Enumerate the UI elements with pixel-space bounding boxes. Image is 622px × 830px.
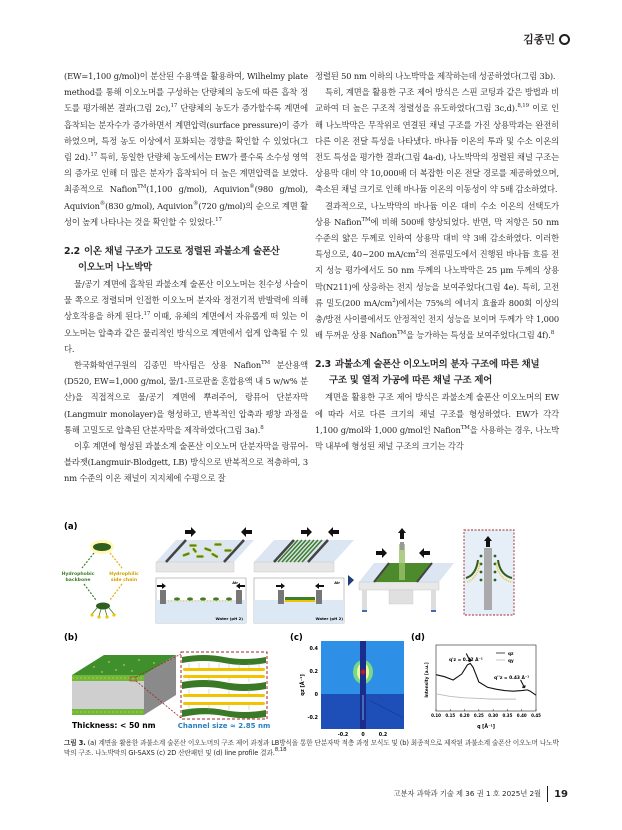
backbone-molecule: [93, 543, 111, 551]
x-tick-label: 0.10: [431, 713, 441, 718]
xtick: 0.2: [378, 733, 388, 738]
peak1-annotation: q'z = 0.22 Å⁻¹: [449, 658, 483, 663]
figure-3: [61, 520, 564, 738]
panel-c-ylabel: qz [Å⁻¹]: [300, 674, 306, 696]
line-profile-chart: [424, 645, 541, 730]
section-heading-2-2: 2.2 이온 채널 구조가 고도로 정렬된 과불소계 술폰산 이오노머 나노박막: [64, 246, 280, 274]
air-label: Air: [232, 581, 238, 585]
x-tick-label: 0.30: [488, 713, 499, 718]
backbone-label-2: backbone: [65, 578, 91, 583]
trough-compression-2: [254, 527, 354, 572]
right-column: [315, 68, 559, 454]
caption-refs: 8,18: [274, 747, 287, 753]
paragraph: 정렬된 50 nm 이하의 나노박막을 제작하는데 성공하였다(그림 3b).: [315, 71, 556, 81]
panel-c-yticks: [308, 646, 319, 721]
figure-caption: [64, 738, 564, 758]
air-label: Air: [334, 581, 340, 585]
arrow-left-icon: [241, 527, 252, 537]
x-tick-label: 0.15: [445, 713, 456, 718]
x-tick-label: 0.35: [502, 713, 513, 718]
x-tick-label: 0.25: [473, 713, 484, 718]
channel-size-label: Channel size ≈ 2.85 nm: [177, 722, 271, 730]
running-header-author: [523, 31, 570, 47]
x-tick-label: 0.40: [516, 713, 527, 718]
panel-d-label: (d): [411, 633, 425, 643]
x-tick-label: 0.20: [459, 713, 470, 718]
x-tick-label: 0.45: [531, 713, 541, 718]
section-heading-2-3: 2.3 과불소계 술폰산 이오노머의 분자 구조에 따른 채널 구조 및 열적 가공에 따른 채널 구조 제어: [315, 359, 540, 387]
chevron-right-icon: [348, 575, 354, 586]
sidechain-label-2: side chain: [110, 578, 138, 583]
paragraph: 물/공기 계면에 흡착된 과불소계 술폰산 이오노머는 친수성 사슬이 물 쪽으로 정렬되며 인접한 이오노머 분자와 정전기적 반발력에 의해 상호작용을 하게 된다.$^{17}$ 이때, 유체의 계면에서 자유롭게 떠 있는 이오노머는 압축과 같은 물리적인 방식으로 계면에서 쉽게 압축될 수 있다.: [64, 279, 309, 354]
ytick: 0.4: [309, 647, 318, 652]
nanofilm-block: [72, 654, 181, 718]
xtick: 0: [361, 733, 365, 738]
sidechain-label: Hydrophilic: [109, 572, 139, 577]
panel-d-xlabel: q [Å⁻¹]: [477, 725, 495, 730]
journal-info: 고분자 과학과 기술 제 36 권 1 호 2025년 2월: [393, 789, 542, 798]
lb-deposition-trough: [359, 528, 454, 612]
water-label: Water (pH 2): [315, 616, 343, 621]
footer-divider: [547, 786, 548, 802]
left-column: [64, 68, 308, 487]
paragraph: 특히, 계면을 활용한 구조 제어 방식은 스핀 코팅과 같은 방법과 비교하여 더 높은 구조적 정렬성을 유도하였다(그림 3c,d).$^{8,19}$ 이로 인해 나노박막은 무작위로 연결된 채널 구조를 가진 상용막과는 완전히 다른 이온 전달 특성을 나타냈다. 바나듐 이온의 투과 및 수소 이온의 전도 특성을 평가한 결과(그림 4a-d), 나노박막의 정렬된 채널 구조는 상용막 대비 약 10,000배 더 복잡한 이온 전달 경로를 제공하였으며, 축소된 채널 크기로 인해 바나듐 이온의 이동성이 약 5배 감소하였다.: [315, 87, 559, 195]
trough-side-view-1: [156, 578, 246, 623]
water-label: Water (pH 2): [215, 616, 243, 621]
trough-compression-1: [156, 527, 254, 572]
paragraph: 이후 계면에 형성된 과불소계 술폰산 이오노머 단분자막을 랑뮤어-블라젯(Langmuir-Blodgett, LB) 방식으로 반복적으로 적층하여, 3 nm 수준의 이온 채널이 지지체에 수평으로 잘: [64, 441, 308, 484]
arrow-right-icon: [185, 527, 196, 537]
panel-b-label: (b): [64, 633, 78, 643]
ytick: -0.2: [307, 716, 318, 721]
ionomer-schematic: [62, 540, 139, 619]
ytick: 0.2: [309, 670, 318, 675]
gisaxs-2d-pattern: [321, 641, 404, 729]
paragraph: 한국화학연구원의 김종민 박사팀은 상용 Nafion™ 분산용액(D520, EW=1,000 g/mol, 물/1-프로판올 혼합용액 내 5 w/w% 분산)을 직접적으로 물/공기 계면에 뿌려주어, 랑뮤어 단분자막(Langmuir monolayer)을 형성하고, 반복적인 압축과 팽창 과정을 통해 고밀도로 압축된 단분자막을 제작하였다(그림 3a).$^8$: [64, 360, 308, 435]
peak2-annotation: q''z = 0.43 Å⁻¹: [494, 676, 530, 681]
thickness-label: Thickness: < 50 nm: [72, 721, 156, 730]
caption-text: (a) 계면을 활용한 과불소계 술폰산 이오노머의 구조 제어 과정과 LB방식을 통한 단분자막 적층 과정 모식도 및 (b) 최종적으로 제작된 과불소계 술폰산 이오노머 나노박막의 구조. 나노박막의 GI-SAXS (c) 2D 산란패턴 및 (d) line profile 결과.: [64, 739, 559, 757]
legend-qz: qz: [508, 651, 514, 656]
author-name: 김종민: [523, 33, 555, 46]
backbone-label: Hydrophobic: [61, 572, 95, 577]
panel-c-label: (c): [290, 633, 303, 643]
page-number: 19: [554, 788, 568, 800]
figure-svg: [61, 520, 564, 738]
ring-icon: [559, 34, 570, 45]
paragraph: 계면을 활용한 구조 제어 방식은 과불소계 술폰산 이오노머의 EW에 따라 서로 다른 크기의 채널 구조를 형성하였다. EW가 각각 1,100 g/mol와 1,000 g/mol인 Nafion™을 사용하는 경우, 나노박막 내부에 형성된 채널 구조의 크기는 각각: [315, 392, 559, 452]
panel-d-ylabel: Intensity [a.u.]: [424, 662, 429, 698]
trough-side-view-2: [254, 578, 344, 623]
panel-a-label: (a): [64, 522, 78, 532]
xtick: -0.2: [337, 733, 349, 738]
caption-label: 그림 3.: [64, 739, 86, 747]
channel-zoom: [181, 652, 267, 719]
paragraph: 결과적으로, 나노박막의 바나듐 이온 대비 수소 이온의 선택도가 상용 Nafion™에 비해 500배 향상되었다. 반면, 막 저항은 50 nm 수준의 얇은 두께로 인하여 상용막 대비 약 3배 감소하였다. 이러한 특성으로, 40~200 $mA/cm^2$의 전류밀도에서 진행된 바나듐 흐름 전지 성능 평가에서도 50 nm 두께의 나노박막은 25 μm 두께의 상용막(N211)에 상응하는 전지 성능을 보여주었다(그림 4e). 특히, 고전류 밀도(200 $mA/cm^2$)에서는 75%의 에너지 효율과 800회 이상의 충/방전 사이클에서도 안정적인 전지 성능을 보이며 두께가 약 1,000배 두꺼운 상용 Nafion™을 능가하는 특성을 보여주었다(그림 4f).$^8$: [315, 200, 560, 341]
paragraph: (EW=1,100 g/mol)이 분산된 수용액을 활용하여, Wilhelmy plate method를 통해 이오노머를 구성하는 단량체의 농도에 따른 흡착 정도를 평가해본 결과(그림 2c),$^{17}$ 단량체의 농도가 증가할수록 계면에 흡착되는 분자수가 증가하면서 계면압력(surface pressure)이 증가하였으며, 특정 농도 이상에서 포화되는 경향을 확인할 수 있었다(그림 2d).$^{17}$ 특히, 동일한 단량체 농도에서는 EW가 클수록 소수성 영역의 증가로 인해 더 많은 분자가 흡착되어 더 높은 계면압력을 보였다. 최종적으로 Nafion™(1,100 g/mol), Aquivion®(980 g/mol), Aquivion®(830 g/mol), Aquivion®(720 g/mol)의 순으로 계면 활성이 높게 나타나는 것을 확인할 수 있었다.$^{17}$: [64, 71, 308, 227]
lb-zoom-inset: [464, 530, 514, 615]
ytick: 0: [314, 693, 318, 698]
legend-qy: qy: [508, 658, 514, 663]
page-footer: [394, 786, 568, 802]
